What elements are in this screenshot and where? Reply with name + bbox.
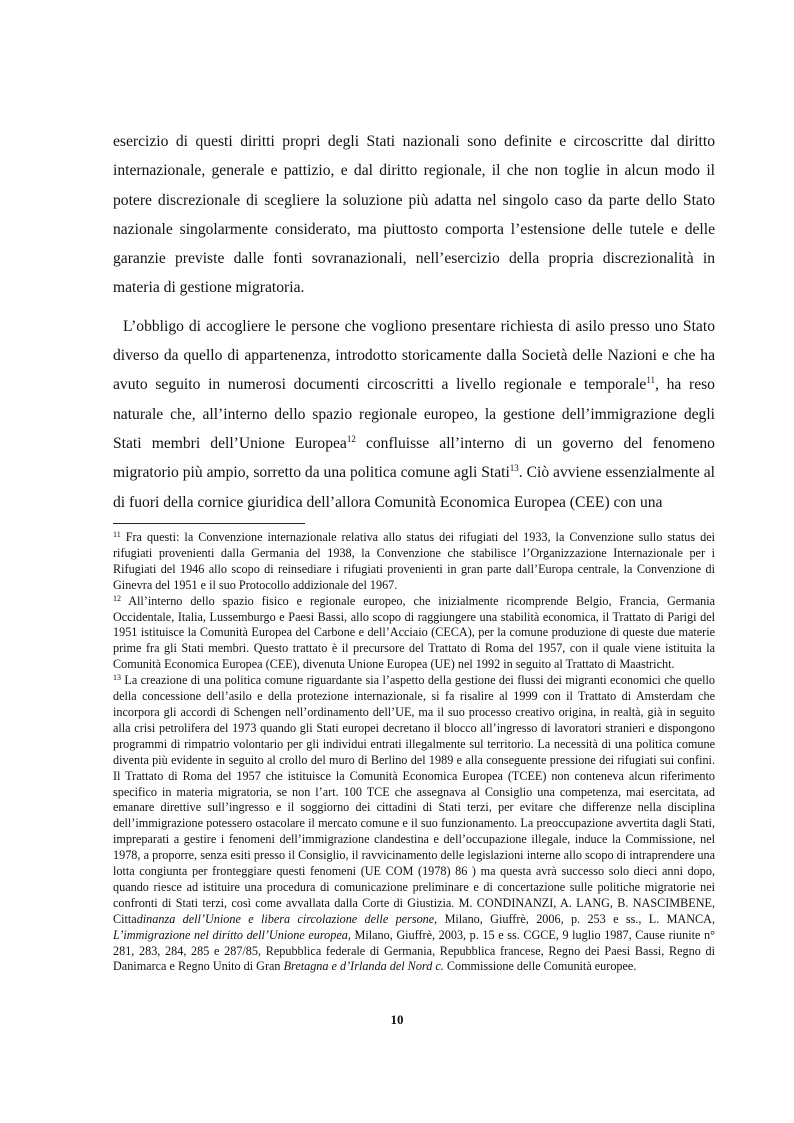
body-text	[113, 127, 715, 526]
footnote-12	[113, 594, 715, 674]
footnote-11-number: 11	[113, 530, 121, 539]
footnote-13-number: 13	[113, 673, 121, 683]
paragraph-2-part-b: , ha reso naturale che, all’interno dello spazio regionale europeo, la gestione dell’immigrazione degli Stati membri dell’Unione Europea	[113, 376, 715, 452]
footnote-ref-12[interactable]: 12	[346, 433, 356, 444]
footnote-13-text-a: La creazione di una politica comune riguardante sia l’aspetto della gestione dei flussi dei migranti economici che quello della concessione dell’asilo e della protezione internazionale, si fa risalire al 1999 con il Trattato di Amsterdam che incorpora gli accordi di Schengen nell’ordinamento dell’UE, ma il suo processo creativo origina, in realtà, già in seguito alla crisi petrolifera del 1973 quando gli Stati europei decretano il blocco all’ingresso di lavoratori stranieri e dispongono programmi di rimpatrio volontario per gli individui entrati illegalmente sul territorio. La necessità di una politica comune diventa più evidente in seguito al crollo del muro di Berlino del 1989 e alla conseguente pressione dei rifugiati sui confini. Il Trattato di Roma del 1957 che istituisce la Comunità Economica Europea (TCEE) non conteneva alcun riferimento specifico in materia migratoria, se non l’art. 100 TCE che assegnava al Consiglio una competenza, mai esercitata, ad emanare direttive sull’ingresso e il soggiorno dei cittadini di Stati terzi, per evitare che differenze nella disciplina dell’immigrazione potessero ostacolare il mercato comune e il suo funzionamento. La preoccupazione avvertita dagli Stati, impreparati a gestire i fenomeni dell’immigrazione clandestina e dell’occupazione illegale, induce la Commissione, nel 1978, a proporre, senza esiti presso il Consiglio, il ravvicinamento delle legislazioni interne allo scopo di intraprendere una lotta congiunta per fronteggiare questi fenomeni (UE COM (1978) 86 ) ma questa avrà successo solo dieci anni dopo, quando riesce ad istituire una procedura di comunicazione preliminare e di concertazione sulle politiche migratorie nei confronti di Stati terzi, così come avvallata dalla Corte di Giustizia. M. CONDINANZI, A. LANG, B. NASCIMBENE, Citta	[113, 673, 715, 926]
footnote-separator	[113, 523, 305, 524]
footnote-13-title-2: L’immigrazione nel diritto dell’Unione europea	[113, 927, 348, 942]
paragraph-2	[113, 312, 715, 517]
footnote-11	[113, 530, 715, 594]
footnote-12-text: All’interno dello spazio fisico e regionale europeo, che inizialmente ricomprende Belgio, Francia, Germania Occidentale, Italia, Lussemburgo e Paesi Bassi, allo scopo di raggiungere una stabilità economica, il Trattato di Parigi del 1951 istituisce la Comunità Europea del Carbone e dell’Acciaio (CECA), per la comune produzione di queste due materie prime fra gli Stati membri. Questo trattato è il precursore del Trattato di Roma del 1957, con il quale viene istituita la Comunità Economica Europea (CEE), divenuta Unione Europea (UE) nel 1992 in seguito al Trattato di Maastricht.	[113, 593, 715, 672]
page-number: 10	[390, 1012, 404, 1027]
footnotes	[113, 530, 715, 975]
footnote-11-text: Fra questi: la Convenzione internazionale relativa allo status dei rifugiati del 1933, la Convenzione sullo status dei rifugiati provenienti dalla Germania del 1938, la Convenzione che stabilisce l’Organizzazione Internazionale per i Rifugiati del 1946 allo scopo di reinsediare i rifugiati provenienti in gran parte dall’Europa centrale, la Convenzione di Ginevra del 1951 e il suo Protocollo addizionale del 1967.	[113, 530, 715, 592]
paragraph-2-part-a: L’obbligo di accogliere le persone che vogliono presentare richiesta di asilo presso uno Stato diverso da quello di appartenenza, introdotto storicamente dalla Società delle Nazioni e che ha avuto seguito in numerosi documenti circoscritti a livello regionale e temporale	[113, 317, 715, 394]
footnote-12-number: 12	[113, 593, 121, 603]
footnote-13	[113, 673, 715, 975]
footnote-13-text-b: , Milano, Giuffrè, 2006, p. 253 e ss., L. MANCA,	[434, 911, 715, 926]
footnote-13-text-c: , Milano, Giuffrè, 2003, p. 15 e ss. CGCE, 9 luglio 1987, Cause riunite n° 281, 283, 284, 285 e 287/85, Repubblica federale di Germania, Repubblica francese, Regno dei Paesi Bassi, Regno di Danimarca e Regno Unito di Gran	[113, 927, 715, 974]
paragraph-2-part-c: confluisse all’interno di un governo del fenomeno migratorio più ampio, sorretto da una politica comune agli Stati	[113, 434, 715, 482]
footnote-13-title-1: dinanza dell’Unione e libera circolazione delle persone	[136, 911, 435, 926]
footnote-13-text-d: Commissione delle Comunità europee.	[443, 959, 637, 974]
paragraph-2-part-d: . Ciò avviene essenzialmente al di fuori della cornice giuridica dell’allora Comunità Economica Europea (CEE) con una	[113, 464, 715, 511]
footnote-ref-13[interactable]: 13	[509, 463, 519, 474]
paragraph-1: esercizio di questi diritti propri degli Stati nazionali sono definite e circoscritte dal diritto internazionale, generale e pattizio, e dal diritto regionale, il che non toglie in alcun modo il potere discrezionale di scegliere la soluzione più adatta nel singolo caso da parte dello Stato nazionale singolarmente considerato, ma piuttosto comporta l’estensione delle tutele e delle garanzie previste dalle fonti sovranazionali, nell’esercizio della propria discrezionalità in materia di gestione migratoria.	[113, 133, 715, 297]
footnote-ref-11[interactable]: 11	[646, 375, 655, 386]
footnote-13-title-3: Bretagna e d’Irlanda del Nord c.	[283, 959, 444, 974]
